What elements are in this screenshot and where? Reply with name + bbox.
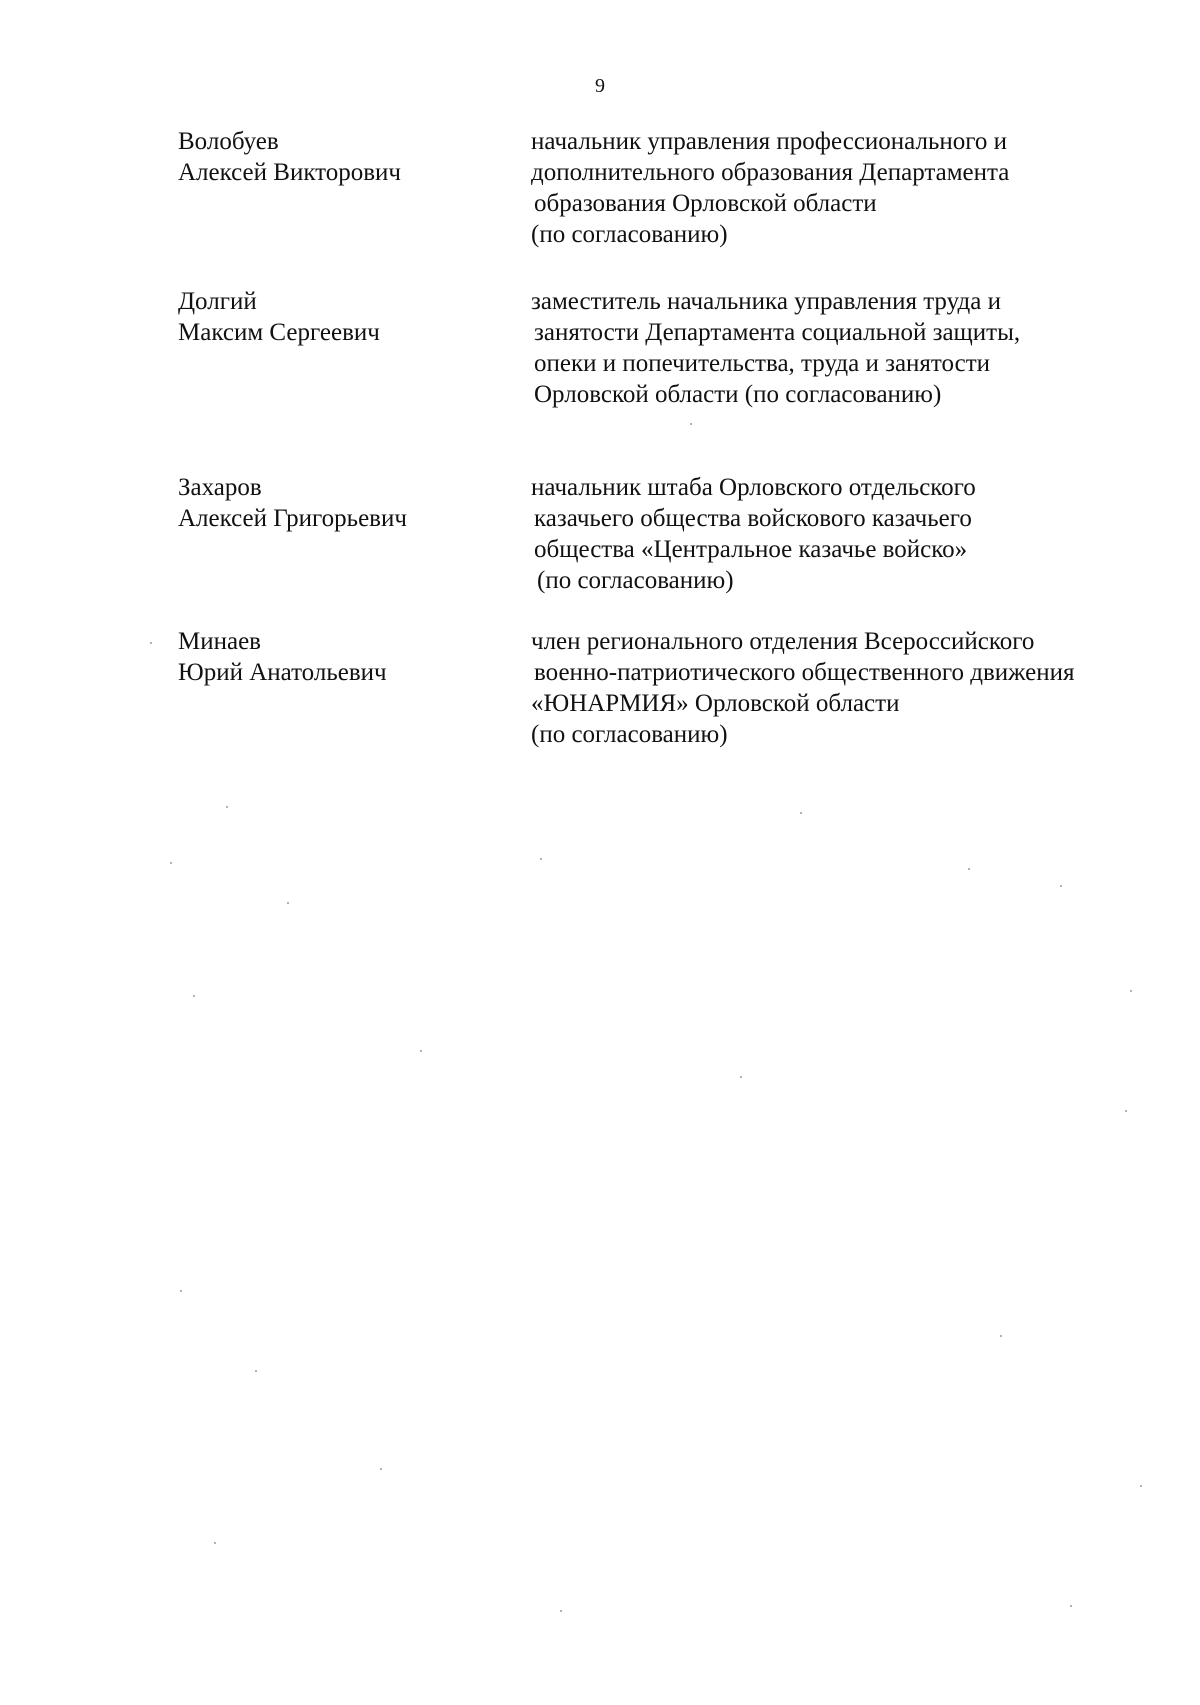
scan-speck (214, 1542, 216, 1544)
member-surname: Минаев (178, 628, 261, 655)
position-line: Орловской области (по согласованию) (534, 381, 942, 408)
position-line: (по согласованию) (531, 721, 728, 748)
scan-speck (380, 1468, 382, 1470)
position-line: начальник управления профессионального и (531, 128, 1008, 155)
member-given-names: Алексей Григорьевич (178, 505, 407, 532)
member-surname: Волобуев (178, 128, 279, 155)
scan-speck (226, 806, 228, 808)
scan-speck (1130, 990, 1132, 992)
position-line: опеки и попечительства, труда и занятости (534, 350, 991, 377)
scan-speck (540, 858, 542, 860)
scan-speck (690, 423, 692, 425)
scan-speck (1070, 1605, 1072, 1607)
position-line: (по согласованию) (537, 567, 734, 594)
member-given-names: Максим Сергеевич (178, 319, 380, 346)
position-line: военно-патриотического общественного движения (534, 659, 1075, 686)
member-name (178, 126, 508, 188)
position-line: член регионального отделения Всероссийского (531, 628, 1035, 655)
position-line: (по согласованию) (531, 221, 728, 248)
position-line: начальник штаба Орловского отдельского (531, 474, 976, 501)
member-given-names: Юрий Анатольевич (178, 659, 387, 686)
member-name (178, 626, 508, 688)
scan-speck (180, 1290, 182, 1292)
scan-speck (968, 868, 970, 870)
position-line: дополнительного образования Департамента (531, 159, 1010, 186)
member-position (531, 286, 1191, 410)
member-given-names: Алексей Викторович (178, 159, 401, 186)
page-number: 9 (595, 75, 605, 97)
member-position (531, 626, 1191, 750)
scan-speck (1060, 885, 1062, 887)
position-line: общества «Центральное казачье войско» (534, 536, 968, 563)
member-surname: Долгий (178, 288, 257, 315)
position-line: образования Орловской области (534, 190, 877, 217)
scan-speck (420, 1050, 422, 1052)
scan-speck (1125, 1110, 1127, 1112)
scan-speck (740, 1076, 742, 1078)
scan-speck (150, 642, 152, 644)
scan-speck (1000, 1335, 1002, 1337)
member-surname: Захаров (178, 474, 262, 501)
scan-speck (255, 1370, 257, 1372)
member-name (178, 286, 508, 348)
scan-speck (800, 812, 802, 814)
member-name (178, 472, 508, 534)
scan-speck (170, 862, 172, 864)
member-position (531, 126, 1191, 250)
position-line: «ЮНАРМИЯ» Орловской области (531, 690, 900, 717)
scan-speck (1140, 1485, 1142, 1487)
position-line: казачьего общества войскового казачьего (534, 505, 972, 532)
scan-speck (193, 995, 195, 997)
scan-speck (560, 1610, 562, 1612)
position-line: занятости Департамента социальной защиты, (534, 319, 1021, 346)
member-position (531, 472, 1191, 596)
position-line: заместитель начальника управления труда и (531, 288, 1001, 315)
scan-speck (287, 902, 289, 904)
